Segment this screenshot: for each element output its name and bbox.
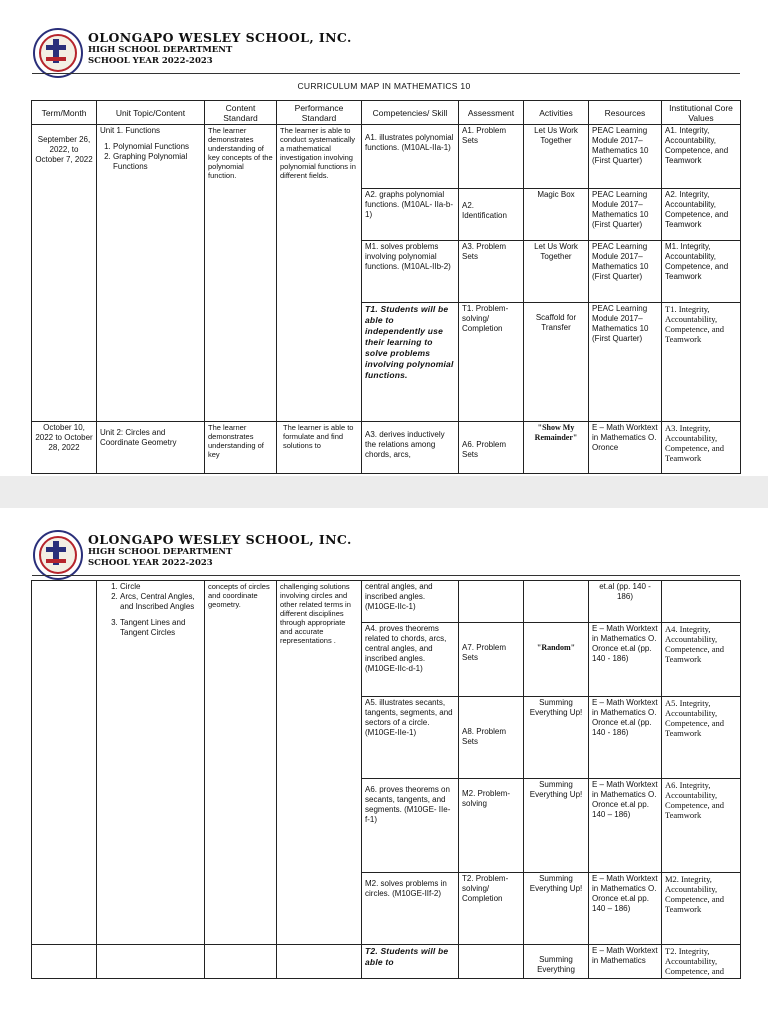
competency-cell: A2. graphs polynomial functions. (M10AL- IIa-b-1) [362, 189, 459, 241]
performance-standard-cell: challenging solutions involving circles and other related terms in different disciplines through appropriate and accurate representations . [277, 581, 362, 945]
core-values-cell [662, 581, 741, 623]
assessment-cell [459, 581, 524, 623]
assessment-cell: A7. Problem Sets [459, 623, 524, 697]
resources-cell: PEAC Learning Module 2017– Mathematics 10 (First Quarter) [589, 125, 662, 189]
table-header-row [32, 101, 741, 125]
activity-cell: Summing Everything [524, 945, 589, 979]
competency-cell: T2. Students will be able to [362, 945, 459, 979]
resources-cell: PEAC Learning Module 2017– Mathematics 10 (First Quarter) [589, 303, 662, 422]
assessment-cell: A2. Identification [459, 189, 524, 241]
topic-item: 2. Arcs, Central Angles, and Inscribed Angles [120, 592, 201, 612]
competency-cell: A5. illustrates secants, tangents, segments, and sectors of a circle. (M10GE-IIe-1) [362, 697, 459, 779]
topic-item: 2. Graphing Polynomial Functions [113, 152, 201, 172]
core-values-cell: M2. Integrity, Accountability, Competence, and Teamwork [662, 873, 741, 945]
content-standard-cell: The learner demonstrates understanding of key [205, 422, 277, 474]
activity-cell: Summing Everything Up! [524, 779, 589, 873]
performance-standard-cell: The learner is able to formulate and find solutions to [277, 422, 362, 474]
competency-cell: A1. illustrates polynomial functions. (M10AL-IIa-1) [362, 125, 459, 189]
school-name: OLONGAPO WESLEY SCHOOL, INC. [88, 30, 352, 45]
term-cell [32, 581, 97, 945]
resources-cell: E – Math Worktext in Mathematics O. Oronce et.al (pp. 140 - 186) [589, 697, 662, 779]
col-competencies: Competencies/ Skill [362, 101, 459, 125]
school-name: OLONGAPO WESLEY SCHOOL, INC. [88, 532, 352, 547]
header-divider [32, 73, 740, 74]
activity-cell: Magic Box [524, 189, 589, 241]
activity-cell: Let Us Work Together [524, 125, 589, 189]
col-core-values: Institutional Core Values [662, 101, 741, 125]
term-cell: September 26, 2022, to October 7, 2022 [32, 125, 97, 422]
core-values-cell: A6. Integrity, Accountability, Competence, and Teamwork [662, 779, 741, 873]
header-divider [32, 575, 740, 576]
col-performance-standard: Performance Standard [277, 101, 362, 125]
school-seal-logo [33, 530, 83, 580]
table-row [32, 125, 741, 189]
resources-cell: PEAC Learning Module 2017– Mathematics 10 (First Quarter) [589, 189, 662, 241]
col-resources: Resources [589, 101, 662, 125]
unit-title: Unit 2: Circles and Coordinate Geometry [97, 422, 205, 474]
resources-cell: E – Math Worktext in Mathematics O. Oronce et.al (pp. 140 - 186) [589, 623, 662, 697]
unit-topic-cell [97, 125, 205, 422]
resources-cell: PEAC Learning Module 2017– Mathematics 10 (First Quarter) [589, 241, 662, 303]
table-row [32, 945, 741, 979]
assessment-cell [459, 945, 524, 979]
col-activities: Activities [524, 101, 589, 125]
resources-cell: et.al (pp. 140 - 186) [589, 581, 662, 623]
assessment-cell: A1. Problem Sets [459, 125, 524, 189]
competency-cell: M1. solves problems involving polynomial functions. (M10AL-IIb-2) [362, 241, 459, 303]
assessment-cell: A6. Problem Sets [459, 422, 524, 474]
core-values-cell: T1. Integrity, Accountability, Competence, and Teamwork [662, 303, 741, 422]
topic-item: 1. Polynomial Functions [113, 142, 201, 152]
resources-cell: E – Math Worktext in Mathematics O. Oronce et.al pp. 140 – 186) [589, 873, 662, 945]
core-values-cell: A1. Integrity, Accountability, Competence, and Teamwork [662, 125, 741, 189]
topic-item: 1. Circle [120, 582, 201, 592]
core-values-cell: A2. Integrity, Accountability, Competence, and Teamwork [662, 189, 741, 241]
activity-cell: "Show My Remainder" [524, 422, 589, 474]
competency-cell: T1. Students will be able to independently use their learning to solve problems involving polynomial functions. [362, 303, 459, 422]
document-title: CURRICULUM MAP IN MATHEMATICS 10 [297, 81, 471, 91]
competency-cell: A6. proves theorems on secants, tangents, and segments. (M10GE- IIe-f-1) [362, 779, 459, 873]
col-unit-topic: Unit Topic/Content [97, 101, 205, 125]
school-year: SCHOOL YEAR 2022-2023 [88, 56, 213, 66]
term-cell [32, 945, 97, 979]
core-values-cell: M1. Integrity, Accountability, Competence, and Teamwork [662, 241, 741, 303]
activity-cell: Let Us Work Together [524, 241, 589, 303]
topic-item: 3. Tangent Lines and Tangent Circles [120, 618, 201, 638]
competency-cell: M2. solves problems in circles. (M10GE-IIf-2) [362, 873, 459, 945]
resources-cell: E – Math Worktext in Mathematics O. Oronce et.al pp. 140 – 186) [589, 779, 662, 873]
table-row [32, 422, 741, 474]
activity-cell [524, 581, 589, 623]
activity-cell: Scaffold for Transfer [524, 303, 589, 422]
assessment-cell: M2. Problem-solving [459, 779, 524, 873]
term-cell: October 10, 2022 to October 28, 2022 [32, 422, 97, 474]
table-row [32, 581, 741, 623]
curriculum-table-page-1 [31, 100, 741, 474]
resources-cell: E – Math Worktext in Mathematics O. Oronce [589, 422, 662, 474]
assessment-cell: T2. Problem-solving/ Completion [459, 873, 524, 945]
content-standard-cell: concepts of circles and coordinate geometry. [205, 581, 277, 945]
assessment-cell: A8. Problem Sets [459, 697, 524, 779]
assessment-cell: T1. Problem-solving/ Completion [459, 303, 524, 422]
core-values-cell: A3. Integrity, Accountability, Competence, and Teamwork [662, 422, 741, 474]
performance-standard-cell: The learner is able to conduct systematically a mathematical investigation involving polynomial functions in different fields. [277, 125, 362, 422]
core-values-cell: A5. Integrity, Accountability, Competence, and Teamwork [662, 697, 741, 779]
content-standard-cell [205, 945, 277, 979]
activity-cell: Summing Everything Up! [524, 873, 589, 945]
col-assessment: Assessment [459, 101, 524, 125]
unit-title: Unit 1. Functions [100, 126, 161, 135]
unit-topic-cell [97, 581, 205, 945]
col-term: Term/Month [32, 101, 97, 125]
school-year: SCHOOL YEAR 2022-2023 [88, 558, 213, 568]
department-name: HIGH SCHOOL DEPARTMENT [88, 45, 233, 55]
activity-cell: "Random" [524, 623, 589, 697]
school-seal-logo [33, 28, 83, 78]
core-values-cell: A4. Integrity, Accountability, Competence, and Teamwork [662, 623, 741, 697]
unit-topic-cell [97, 945, 205, 979]
assessment-cell: A3. Problem Sets [459, 241, 524, 303]
activity-cell: Summing Everything Up! [524, 697, 589, 779]
curriculum-table-page-2 [31, 580, 741, 979]
competency-cell: A4. proves theorems related to chords, arcs, central angles, and inscribed angles. (M10GE-IIc-d-1) [362, 623, 459, 697]
content-standard-cell: The learner demonstrates understanding of key concepts of the polynomial function. [205, 125, 277, 422]
col-content-standard: Content Standard [205, 101, 277, 125]
department-name: HIGH SCHOOL DEPARTMENT [88, 547, 233, 557]
page-separator [0, 476, 768, 508]
competency-cell: A3. derives inductively the relations among chords, arcs, [362, 422, 459, 474]
resources-cell: E – Math Worktext in Mathematics [589, 945, 662, 979]
page-2 [0, 508, 768, 1024]
core-values-cell: T2. Integrity, Accountability, Competence, and [662, 945, 741, 979]
performance-standard-cell [277, 945, 362, 979]
page-1 [0, 0, 768, 476]
competency-cell: central angles, and inscribed angles. (M10GE-IIc-1) [362, 581, 459, 623]
